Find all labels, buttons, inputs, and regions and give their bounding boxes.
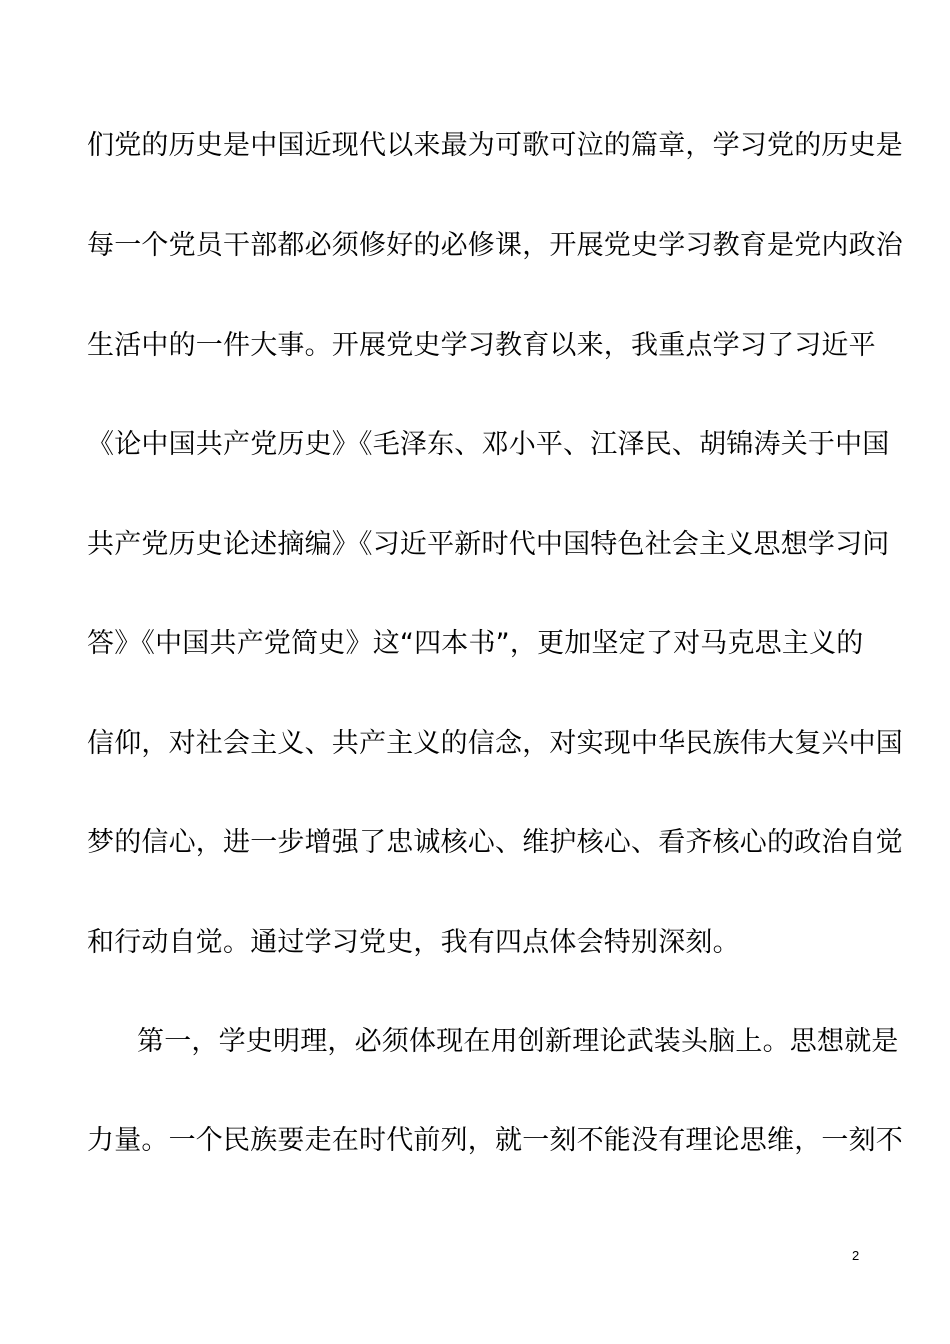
- text-line-2: 每一个党员干部都必须修好的必修课，开展党史学习教育是党内政治: [87, 230, 903, 261]
- text-line-5: 共产党历史论述摘编》《习近平新时代中国特色社会主义思想学习问: [87, 529, 890, 560]
- text-line-8: 梦的信心，进一步增强了忠诚核心、维护核心、看齐核心的政治自觉: [87, 827, 903, 858]
- text-line-3: 生活中的一件大事。开展党史学习教育以来，我重点学习了习近平: [87, 330, 876, 361]
- text-line-9: 和行动自觉。通过学习党史，我有四点体会特别深刻。: [87, 927, 740, 958]
- paragraph-start-line: 第一，学史明理，必须体现在用创新理论武装头脑上。思想就是: [137, 1026, 899, 1057]
- text-line-7: 信仰，对社会主义、共产主义的信念，对实现中华民族伟大复兴中国: [87, 728, 903, 759]
- text-line-6: 答》《中国共产党简史》这“四本书”，更加坚定了对马克思主义的: [87, 628, 864, 659]
- text-line-11: 力量。一个民族要走在时代前列，就一刻不能没有理论思维，一刻不: [87, 1125, 903, 1156]
- text-line-1: 们党的历史是中国近现代以来最为可歌可泣的篇章，学习党的历史是: [87, 130, 903, 161]
- text-line-4: 《论中国共产党历史》《毛泽东、邓小平、江泽民、胡锦涛关于中国: [87, 429, 890, 460]
- page-number: 2: [852, 1248, 860, 1263]
